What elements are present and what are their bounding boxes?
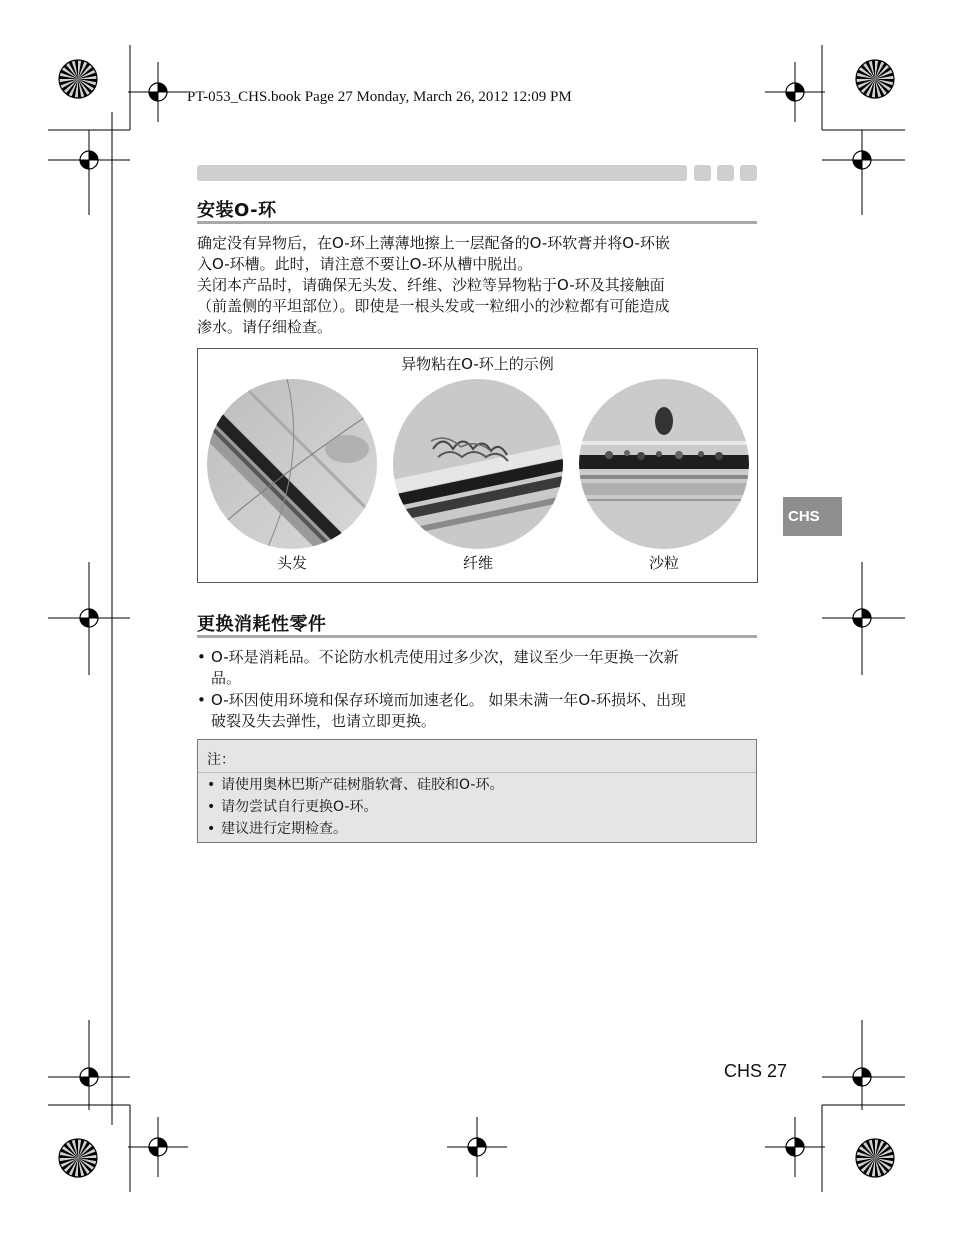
- page-number: CHS 27: [724, 1061, 788, 1081]
- note-title: 注：: [207, 752, 235, 768]
- registration-quadrant: [89, 151, 98, 160]
- label-sand: 沙粒: [648, 554, 679, 572]
- text-line: 品。: [211, 669, 242, 687]
- note-list: [207, 774, 747, 840]
- note-divider: [198, 772, 756, 773]
- registration-quadrant: [786, 1147, 795, 1156]
- bullet-icon: •: [197, 648, 206, 666]
- section-title-install-oring: 安装O-环: [197, 200, 277, 221]
- note-text: 建议进行定期检查。: [221, 821, 347, 837]
- label-hair: 头发: [276, 554, 307, 572]
- header-square-1: [694, 165, 711, 181]
- hair-example-photo: [207, 379, 377, 549]
- figure-caption: 异物粘在O-环上的示例: [401, 355, 554, 373]
- registration-quadrant: [862, 1068, 871, 1077]
- consumables-bullets: [197, 647, 762, 733]
- section-rule: [197, 221, 757, 224]
- registration-quadrant: [80, 618, 89, 627]
- registration-quadrant: [795, 1138, 804, 1147]
- text-line: 入O-环槽。此时，请注意不要让O-环从槽中脱出。: [197, 255, 533, 273]
- bullet-icon: •: [197, 691, 206, 709]
- install-instructions: [197, 233, 762, 338]
- text-line: O-环是消耗品。不论防水机壳使用过多少次，建议至少一年更换一次新: [211, 648, 679, 666]
- section-title-replace-consumables: 更换消耗性零件: [197, 614, 327, 635]
- text-line: O-环因使用环境和保存环境而加速老化。 如果未满一年O-环损坏、出现: [211, 691, 687, 709]
- note-box: [197, 739, 757, 843]
- registration-quadrant: [89, 609, 98, 618]
- text-line: 破裂及失去弹性，也请立即更换。: [211, 712, 437, 730]
- fiber-example-photo: [393, 379, 563, 549]
- bullet-icon: •: [207, 777, 216, 793]
- header-square-3: [740, 165, 757, 181]
- note-text: 请勿尝试自行更换O-环。: [221, 799, 378, 815]
- registration-quadrant: [149, 1147, 158, 1156]
- section-rule: [197, 635, 757, 638]
- registration-quadrant: [853, 1077, 862, 1086]
- label-fiber: 纤维: [462, 554, 493, 572]
- language-side-tab: CHS: [783, 497, 842, 536]
- registration-quadrant: [477, 1138, 486, 1147]
- registration-quadrant: [158, 1138, 167, 1147]
- registration-quadrant: [158, 83, 167, 92]
- registration-quadrant: [862, 609, 871, 618]
- header-square-2: [717, 165, 734, 181]
- registration-quadrant: [80, 160, 89, 169]
- registration-quadrant: [89, 1068, 98, 1077]
- list-item: [207, 796, 747, 818]
- list-item: [207, 774, 747, 796]
- foreign-matter-figure: [197, 348, 758, 583]
- text-line: 确定没有异物后，在O-环上薄薄地擦上一层配备的O-环软膏并将O-环嵌: [197, 234, 670, 252]
- text-line: （前盖侧的平坦部位）。即使是一根头发或一粒细小的沙粒都有可能造成: [197, 297, 670, 315]
- registration-quadrant: [149, 92, 158, 101]
- list-item: [197, 647, 762, 689]
- print-header-line: PT-053_CHS.book Page 27 Monday, March 26, 2012 12:09 PM: [187, 89, 572, 105]
- registration-quadrant: [853, 618, 862, 627]
- text-line: 关闭本产品时，请确保无头发、纤维、沙粒等异物粘于O-环及其接触面: [197, 276, 665, 294]
- bullet-icon: •: [207, 821, 216, 837]
- header-bar: [197, 165, 687, 181]
- text-line: 渗水。请仔细检查。: [197, 318, 333, 336]
- sand-example-photo: [579, 379, 749, 549]
- registration-quadrant: [853, 160, 862, 169]
- registration-quadrant: [468, 1147, 477, 1156]
- note-text: 请使用奥林巴斯产硅树脂软膏、硅胶和O-环。: [221, 777, 504, 793]
- list-item: [197, 690, 762, 732]
- list-item: [207, 818, 747, 840]
- bullet-icon: •: [207, 799, 216, 815]
- registration-quadrant: [862, 151, 871, 160]
- registration-quadrant: [786, 92, 795, 101]
- registration-quadrant: [80, 1077, 89, 1086]
- registration-quadrant: [795, 83, 804, 92]
